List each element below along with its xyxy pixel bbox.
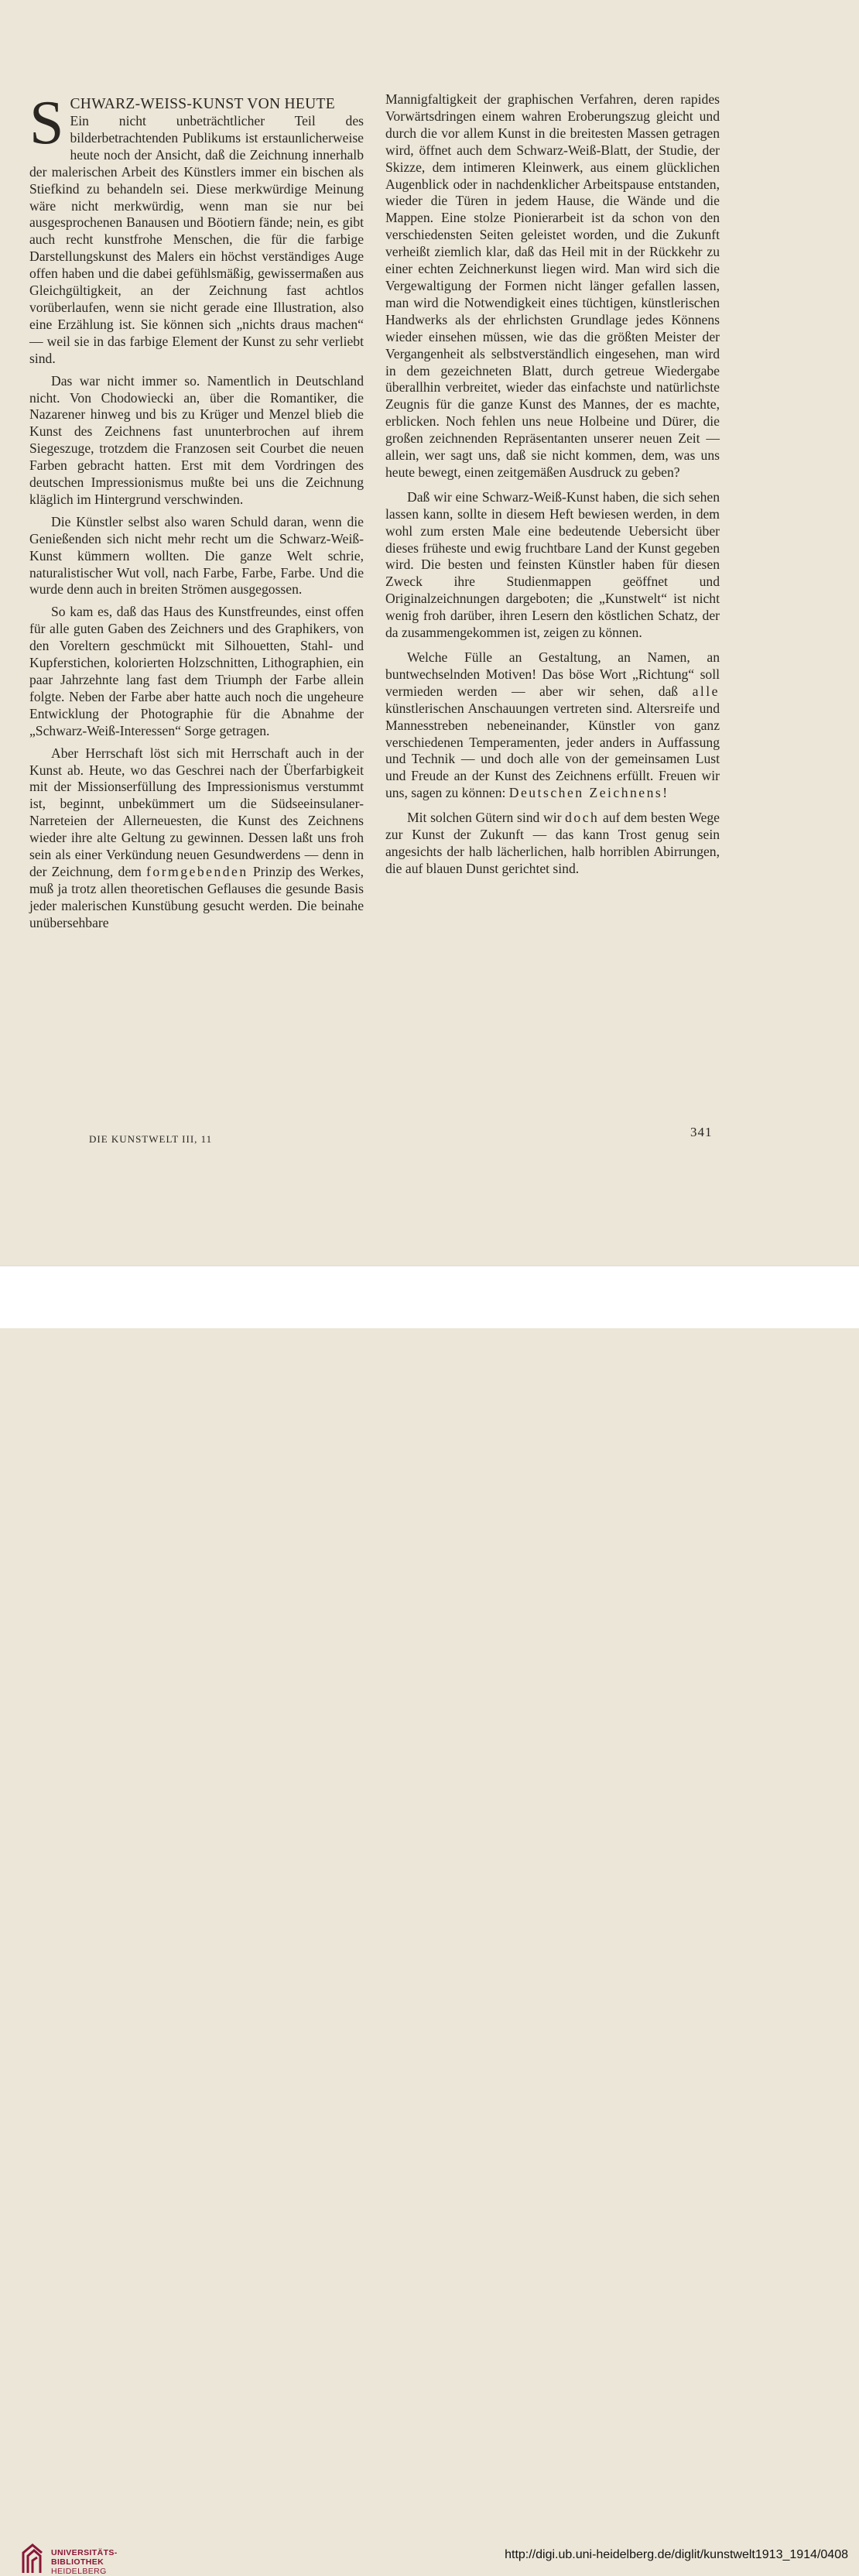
paragraph-5-continued: Mannigfaltigkeit der graphischen Verfahren, deren rapides Vorwärtsdringen einem wahren Eroberungszug gleicht und durch die vor allem Kunst in die breitesten Massen getragen wird, öffnet auch dem Schwarz-Weiß-Blatt, der Studie, der Skizze, dem intimeren Kleinwerk, aus einem glücklichen Augenblick oder in nachdenklicher Arbeitspause entstanden, wieder die Türen in jedem Hause, die Wände und die Mappen. Eine stolze Pionierarbeit ist da schon von den verschiedensten Seiten geleistet worden, und die Zukunft verheißt ziemlich klar, daß das Heil mit in der Rückkehr zu einer echten Zeichnerkunst liegen wird. Man wird sich die Vergewaltigung der Formen nicht länger gefallen lassen, man wird die Notwendigkeit eines tüchtigen, künstlerischen Handwerks als der ehrlichsten Grundlage jedes Könnens wieder einsehen müssen, wie das die größten Meister der Vergangenheit als selbstverständlich eingesehen, man wird in dem gezeichneten Blatt, durch getreue Wiedergabe überallhin verbreitet, wieder das einfachste und natürlichste Zeugnis für die ganze Kunst des Mannes, der es machte, erblicken. Noch fehlen uns neue Holbeine und Dürer, die großen zeichnenden Repräsentanten unserer neuen Zeit — allein, wer sagt uns, daß sie nicht kommen, dem, was uns heute bewegt, einen zeitgemäßen Ausdruck zu geben? <box>385 91 720 480</box>
library-logo-icon <box>20 2542 45 2576</box>
drop-cap: S <box>29 89 64 157</box>
paragraph-8-b: auf dem besten Wege zur Kunst der Zukunft — das kann Trost genug sein angesichts der halb lächerlichen, halb horriblen Abirrungen, die auf blauen Dunst gerichtet sind. <box>385 810 720 876</box>
article-title: CHWARZ-WEISS-KUNST VON HEUTE <box>70 96 335 112</box>
paragraph-7-a: Welche Fülle an Gestaltung, an Namen, an buntwechselnden Motiven! Das böse Wort „Richtung“ soll vermieden werden — aber wir sehen, daß <box>385 649 720 699</box>
paragraph-8-a: Mit solchen Gütern sind wir <box>407 810 562 826</box>
paragraph-1: Ein nicht unbeträchtlicher Teil des bilderbetrachtenden Publikums ist erstaunlicherweise heute noch der Ansicht, daß die Zeichnung innerhalb der malerischen Arbeit des Künstlers immer ein bischen als Stiefkind zu behandeln sei. Diese merkwürdige Meinung wäre nicht merkwürdig, wenn man sie nur bei ausgesprochenen Banausen und Böotiern fände; nein, es gibt auch recht kunstfrohe Menschen, die für die farbige Darstellungskunst des Malers ein höchst verständiges Auge offen haben und die dabei gefühlsmäßig, gewissermaßen aus Gleichgültigkeit, an der Zeichnung fast achtlos vorüberlaufen, wenn sie nicht gerade eine Illustration, also eine Erzählung ist. Sie können sich „nichts draus machen“ — weil sie in das farbige Element der Kunst zu sehr verliebt sind. <box>29 113 364 366</box>
paragraph-2: Das war nicht immer so. Namentlich in Deutschland nicht. Von Chodowiecki an, über die Romantiker, die Nazarener hinweg und bis zu Krüger und Menzel blieb die Kunst des Zeichnens fast ununterbrochen auf ihrem Siegeszuge, trotzdem die Franzosen seit Courbet die neuen Farben gebracht hatten. Erst mit dem Vordringen des deutschen Impressionismus mußte bei uns die Zeichnung kläglich im Hintergrund verschwinden. <box>29 372 364 507</box>
spaced-word-formgebenden: formgebenden <box>146 863 248 879</box>
spaced-phrase-deutschen-zeichnens: Deutschen Zeichnens! <box>508 785 669 801</box>
library-logo-text <box>51 2548 118 2576</box>
journal-issue-label: DIE KUNSTWELT III, 11 <box>89 1133 213 1145</box>
spaced-word-doch: doch <box>565 810 600 826</box>
paragraph-8 <box>385 810 720 878</box>
paragraph-5-b: Prinzip des Werkes, muß ja trotz allen theoretischen Geflauses die gesunde Basis jeder malerischen Kunstübung gesucht werden. Die beinahe unübersehbare <box>29 863 364 930</box>
paragraph-5-a: Aber Herrschaft löst sich mit Herrschaft auch in der Kunst ab. Heute, wo das Geschrei nach der Überfarbigkeit mit der Missionserfüllung des Impressionismus verstummt ist, beginnt, unbekümmert um die Südseeinsulaner-Narreteien der Allerneuesten, die Kunst des Zeichnens wieder ihre alte Geltung zu gewinnen. Dessen laßt uns froh sein als einer Verkündung neuen Gesundwerdens — denn in der Zeichnung, dem <box>29 745 364 879</box>
logo-line-1: UNIVERSITÄTS- <box>51 2548 118 2557</box>
logo-line-3: HEIDELBERG <box>51 2567 107 2576</box>
source-url-link[interactable]: http://digi.ub.uni-heidelberg.de/diglit/kunstwelt1913_1914/0408 <box>505 2548 848 2561</box>
page-number: 341 <box>690 1125 713 1139</box>
paragraph-5 <box>29 745 364 932</box>
article-intro-paragraph <box>29 89 364 368</box>
library-footer-bar <box>0 1266 859 2576</box>
right-column <box>385 91 720 878</box>
paragraph-3: Die Künstler selbst also waren Schuld daran, wenn die Genießenden sich nicht mehr recht um die Schwarz-Weiß-Kunst kümmern wollten. Die ganze Welt schrie, naturalistischer Wut voll, nach Farbe, Farbe, Farbe. Und die wurde denn auch in breiten Strömen ausgegossen. <box>29 513 364 598</box>
paragraph-6: Daß wir eine Schwarz-Weiß-Kunst haben, die sich sehen lassen kann, sollte in diesem Heft bewiesen werden, in dem wohl zum ersten Male eine bedeutende Uebersicht über dieses früheste und ewig fruchtbare Land der Kunst gegeben wird. Die besten und feinsten Künstler haben für diesen Zweck ihre Studienmappen geöffnet und Originalzeichnungen dargeboten; die „Kunstwelt“ ist nicht wenig froh darüber, ihren Lesern den köstlichen Schatz, der da zusammengekommen ist, zeigen zu können. <box>385 488 720 641</box>
paragraph-4: So kam es, daß das Haus des Kunstfreundes, einst offen für alle guten Gaben des Zeichners und des Graphikers, von den Voreltern geschmückt mit Silhouetten, Stahl- und Kupferstichen, kolorierten Holzschnitten, Lithographien, ein paar Jahrzehnte lang fast dem Triumph der Farbe allein folgte. Neben der Farbe aber hatte auch noch die ungeheure Entwicklung der Photographie für die Abnahme der „Schwarz-Weiß-Interessen“ Sorge getragen. <box>29 604 364 738</box>
paragraph-7-b: künstlerischen Anschauungen vertreten sind. Altersreife und Mannesstreben nebeneinander, Künstler von ganz verschiedenen Temperamenten, jeder anders in Auffassung und Technik — und doch alle von der gemeinsamen Lust und Freude an der Kunst des Zeichnens erfüllt. Freuen wir uns, sagen zu können: <box>385 700 720 801</box>
spaced-word-alle: alle <box>692 683 720 699</box>
paragraph-7 <box>385 649 720 802</box>
scanned-page <box>0 0 859 1266</box>
logo-line-2: BIBLIOTHEK <box>51 2557 104 2567</box>
left-column <box>29 89 364 932</box>
